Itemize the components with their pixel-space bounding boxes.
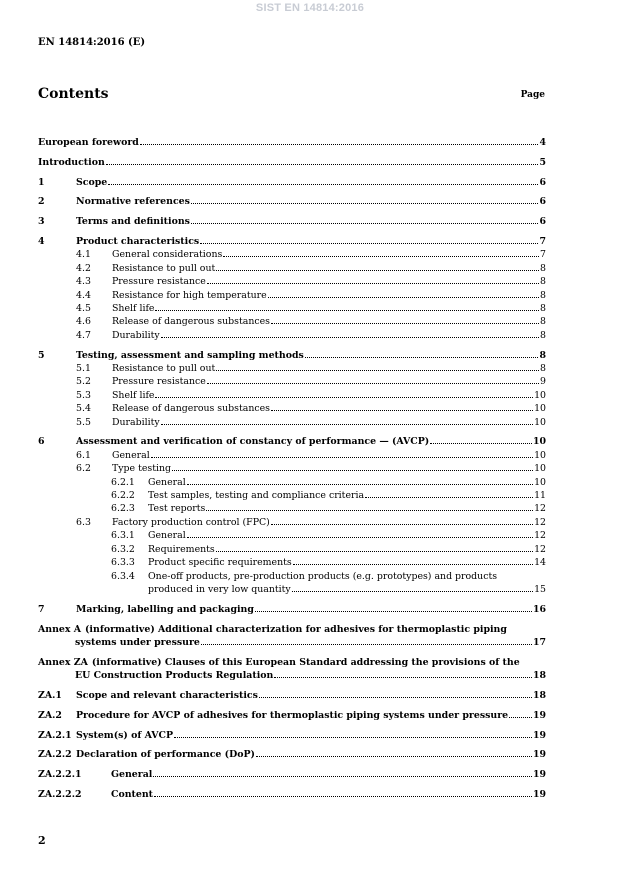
toc-title-line1: (informative) Clauses of this European Standard addressing the provisions of the: [91, 656, 520, 668]
toc-title: Terms and definitions: [76, 216, 190, 228]
toc-number: 4.3: [76, 276, 91, 288]
toc-number: 4.1: [76, 249, 91, 261]
document-id: EN 14814:2016 (E): [38, 37, 146, 48]
dot-leader: [292, 591, 533, 592]
toc-entry-4-5[interactable]: [38, 302, 546, 315]
dot-leader: [271, 524, 533, 525]
toc-page: 15: [534, 583, 546, 595]
toc-title: Testing, assessment and sampling methods: [76, 349, 304, 361]
toc-title: Content: [111, 788, 153, 800]
dot-leader: [259, 697, 532, 698]
dot-leader: [187, 484, 533, 485]
toc-page: 8: [540, 289, 546, 301]
dot-leader: [255, 611, 532, 612]
toc-page: 10: [532, 436, 546, 448]
toc-title: Release of dangerous substances: [112, 316, 270, 328]
toc-title: Requirements: [148, 543, 215, 555]
dot-leader: [201, 644, 532, 645]
toc-entry-5-3[interactable]: [38, 389, 546, 402]
toc-number: ZA.2: [38, 709, 62, 721]
dot-leader: [271, 323, 539, 324]
toc-number: 6.3.3: [111, 557, 135, 569]
dot-leader: [293, 564, 533, 565]
toc-entry-4-7[interactable]: [38, 329, 546, 342]
toc-entry-4-3[interactable]: [38, 275, 546, 288]
toc-title: Declaration of performance (DoP): [76, 749, 255, 761]
toc-number: 5.4: [76, 403, 91, 415]
toc-number: ZA.2.2.2: [38, 788, 82, 800]
toc-entry-6-3-1[interactable]: [38, 529, 546, 542]
toc-page: 9: [540, 376, 546, 388]
dot-leader: [140, 144, 539, 145]
toc-number: 7: [38, 603, 45, 615]
toc-title: Product characteristics: [76, 235, 200, 247]
toc-number: Annex A: [38, 623, 81, 635]
toc-page: 5: [539, 156, 546, 168]
toc-number: 2: [38, 196, 45, 208]
toc-page: 8: [540, 276, 546, 288]
dot-leader: [207, 283, 539, 284]
toc-title: Normative references: [76, 196, 190, 208]
toc-page: 4: [539, 137, 546, 148]
toc-page: 10: [534, 416, 546, 428]
dot-leader: [153, 776, 532, 777]
dot-leader: [430, 443, 532, 444]
toc-page: 8: [540, 329, 546, 341]
toc-title-line1: One-off products, pre-production products (e.g. prototypes) and products: [148, 570, 498, 582]
dot-leader: [172, 470, 533, 471]
toc-page: 10: [534, 449, 546, 461]
toc-title: Pressure resistance: [112, 276, 206, 288]
toc-title: Type testing: [112, 463, 172, 475]
toc-number: ZA.2.1: [38, 729, 72, 741]
toc-number: 4.4: [76, 289, 91, 301]
toc-page: 12: [534, 543, 546, 555]
dot-leader: [200, 243, 538, 244]
dot-leader: [207, 383, 539, 384]
toc-number: 5.3: [76, 389, 91, 401]
toc-entry-annex-a[interactable]: [38, 623, 546, 636]
dot-leader: [154, 796, 532, 797]
toc-page: 19: [532, 769, 546, 781]
toc-number: 6.3: [76, 516, 91, 528]
toc-entry-4-1[interactable]: [38, 248, 546, 261]
toc-page: 10: [534, 403, 546, 415]
dot-leader: [223, 256, 539, 257]
toc-page: 18: [532, 670, 546, 682]
toc-entry-6-2-1[interactable]: [38, 476, 546, 489]
dot-leader: [274, 677, 532, 678]
toc-entry-introduction[interactable]: [38, 156, 546, 169]
toc-title: Durability: [112, 329, 160, 341]
toc-number: 4.6: [76, 316, 91, 328]
toc-title: Shelf life: [112, 303, 155, 315]
toc-entry-6-3-4[interactable]: [38, 570, 546, 583]
toc-title: Pressure resistance: [112, 376, 206, 388]
toc-title: Test samples, testing and compliance criteria: [148, 490, 365, 502]
toc-number: ZA.2.2: [38, 749, 72, 761]
toc-number: 5.2: [76, 376, 91, 388]
toc-title: Resistance for high temperature: [112, 289, 267, 301]
toc-entry-4-2[interactable]: [38, 262, 546, 275]
toc-entry-za-1[interactable]: [38, 689, 546, 702]
dot-leader: [151, 457, 533, 458]
toc-entry-3[interactable]: [38, 215, 546, 228]
toc-page: 8: [539, 349, 546, 361]
toc-page: 8: [540, 262, 546, 274]
toc-title: Resistance to pull out: [112, 262, 216, 274]
toc-number: 6.2.3: [111, 503, 135, 515]
toc-entry-annex-a-cont[interactable]: [38, 636, 546, 649]
toc-number: 6.1: [76, 449, 91, 461]
toc-page: 6: [539, 196, 546, 208]
dot-leader: [216, 551, 533, 552]
toc-page: 16: [532, 603, 546, 615]
toc-entry-6-1[interactable]: [38, 449, 546, 462]
toc-title: General: [148, 530, 186, 542]
dot-leader: [305, 357, 539, 358]
toc-entry-6-2[interactable]: [38, 462, 546, 475]
toc-entry-5-1[interactable]: [38, 362, 546, 375]
toc-title: General: [112, 449, 150, 461]
toc-page: 17: [532, 636, 546, 648]
toc-title-line2: EU Construction Products Regulation: [75, 670, 274, 682]
toc-title: Marking, labelling and packaging: [76, 603, 254, 615]
toc-entry-6-2-3[interactable]: [38, 502, 546, 515]
dot-leader: [161, 424, 533, 425]
toc-number: ZA.1: [38, 689, 62, 701]
toc-title-line2: produced in very low quantity: [148, 583, 291, 595]
toc-entry-6-3-3[interactable]: [38, 556, 546, 569]
toc-page: 10: [534, 389, 546, 401]
dot-leader: [509, 717, 532, 718]
toc-number: Annex ZA: [38, 656, 88, 668]
toc-title: Test reports: [148, 503, 206, 515]
toc-page: 12: [534, 516, 546, 528]
toc-page: 6: [539, 216, 546, 228]
dot-leader: [191, 223, 539, 224]
dot-leader: [174, 737, 532, 738]
toc-page: 12: [534, 503, 546, 515]
toc-entry-foreword[interactable]: [38, 136, 546, 149]
toc-entry-4[interactable]: [38, 235, 546, 248]
toc-title: Shelf life: [112, 389, 155, 401]
toc-page: 19: [532, 729, 546, 741]
toc-entry-5-5[interactable]: [38, 416, 546, 429]
toc-page: 8: [540, 363, 546, 375]
dot-leader: [155, 397, 533, 398]
toc-title: European foreword: [38, 137, 139, 148]
toc-entry-5-4[interactable]: [38, 402, 546, 415]
toc-entry-za-2-2-1[interactable]: [38, 768, 546, 781]
toc-title-line1: (informative) Additional characterization for adhesives for thermoplastic piping: [85, 623, 507, 635]
toc-title-line2: systems under pressure: [75, 636, 200, 648]
toc-page: 6: [539, 176, 546, 188]
dot-leader: [191, 203, 539, 204]
dot-leader: [365, 497, 533, 498]
toc-title: Introduction: [38, 156, 105, 168]
toc-page: 7: [539, 235, 546, 247]
toc-entry-za-2-2[interactable]: [38, 748, 546, 761]
dot-leader: [216, 370, 539, 371]
dot-leader: [161, 337, 539, 338]
toc-entry-5-2[interactable]: [38, 375, 546, 388]
toc-title: Assessment and verification of constancy of performance — (AVCP): [76, 436, 430, 448]
toc-page: 19: [532, 788, 546, 800]
toc-number: 4: [38, 235, 45, 247]
toc-number: 4.2: [76, 262, 91, 274]
dot-leader: [206, 510, 533, 511]
toc-entry-6-3-2[interactable]: [38, 543, 546, 556]
toc-entry-2[interactable]: [38, 195, 546, 208]
toc-entry-4-6[interactable]: [38, 315, 546, 328]
toc-entry-annex-za-cont[interactable]: [38, 669, 546, 682]
toc-title: General: [111, 769, 153, 781]
toc-title: Scope and relevant characteristics: [76, 689, 258, 701]
toc-entry-4-4[interactable]: [38, 289, 546, 302]
dot-leader: [256, 756, 532, 757]
toc-page: 10: [534, 476, 546, 488]
toc-number: ZA.2.2.1: [38, 769, 82, 781]
toc-number: 6.3.4: [111, 570, 135, 582]
toc-number: 4.5: [76, 303, 91, 315]
dot-leader: [106, 164, 539, 165]
toc-entry-6-3[interactable]: [38, 516, 546, 529]
toc-entry-annex-za[interactable]: [38, 656, 546, 669]
toc-entry-6-2-2[interactable]: [38, 489, 546, 502]
toc-page: 10: [534, 463, 546, 475]
toc-title: General: [148, 476, 186, 488]
toc-number: 5.1: [76, 363, 91, 375]
toc-title: Factory production control (FPC): [112, 516, 270, 528]
toc-page: 11: [534, 490, 546, 502]
toc-entry-za-2[interactable]: [38, 709, 546, 722]
toc-title: Durability: [112, 416, 160, 428]
toc-page: 8: [540, 316, 546, 328]
toc-page: 12: [534, 530, 546, 542]
toc-entry-6-3-4-cont[interactable]: [38, 583, 546, 596]
toc-entry-7[interactable]: [38, 603, 546, 616]
toc-number: 6.2: [76, 463, 91, 475]
toc-number: 6.2.2: [111, 490, 135, 502]
toc-title: Scope: [76, 176, 108, 188]
toc-page: 8: [540, 303, 546, 315]
toc-number: 6.3.2: [111, 543, 135, 555]
toc-page: 7: [540, 249, 546, 261]
dot-leader: [216, 270, 539, 271]
toc-number: 3: [38, 216, 45, 228]
toc-page: 14: [534, 557, 546, 569]
toc-title: General considerations: [112, 249, 223, 261]
toc-number: 6.2.1: [111, 476, 135, 488]
dot-leader: [268, 297, 539, 298]
dot-leader: [187, 537, 533, 538]
toc-entry-5[interactable]: [38, 349, 546, 362]
toc-number: 6.3.1: [111, 530, 135, 542]
toc-title: Product specific requirements: [148, 557, 292, 569]
dot-leader: [108, 184, 538, 185]
toc-number: 6: [38, 436, 45, 448]
toc-number: 5.5: [76, 416, 91, 428]
toc-number: 1: [38, 176, 45, 188]
watermark: SIST EN 14814:2016: [255, 2, 365, 14]
toc-page: 19: [532, 709, 546, 721]
page-number: 2: [38, 834, 46, 847]
dot-leader: [155, 310, 539, 311]
toc-entry-za-2-1[interactable]: [38, 729, 546, 742]
toc-number: 5: [38, 349, 45, 361]
toc-title: System(s) of AVCP: [76, 729, 174, 741]
toc-number: 4.7: [76, 329, 91, 341]
toc-entry-za-2-2-2[interactable]: [38, 788, 546, 801]
toc-page: 18: [532, 689, 546, 701]
table-of-contents: [38, 136, 546, 801]
dot-leader: [271, 410, 533, 411]
toc-entry-1[interactable]: [38, 176, 546, 189]
toc-title: Resistance to pull out: [112, 363, 216, 375]
toc-title: Release of dangerous substances: [112, 403, 270, 415]
page-title: Contents: [38, 86, 109, 102]
page-column-label: Page: [520, 90, 545, 100]
toc-page: 19: [532, 749, 546, 761]
toc-entry-6[interactable]: [38, 435, 546, 448]
toc-title: Procedure for AVCP of adhesives for thermoplastic piping systems under pressure: [76, 709, 509, 721]
